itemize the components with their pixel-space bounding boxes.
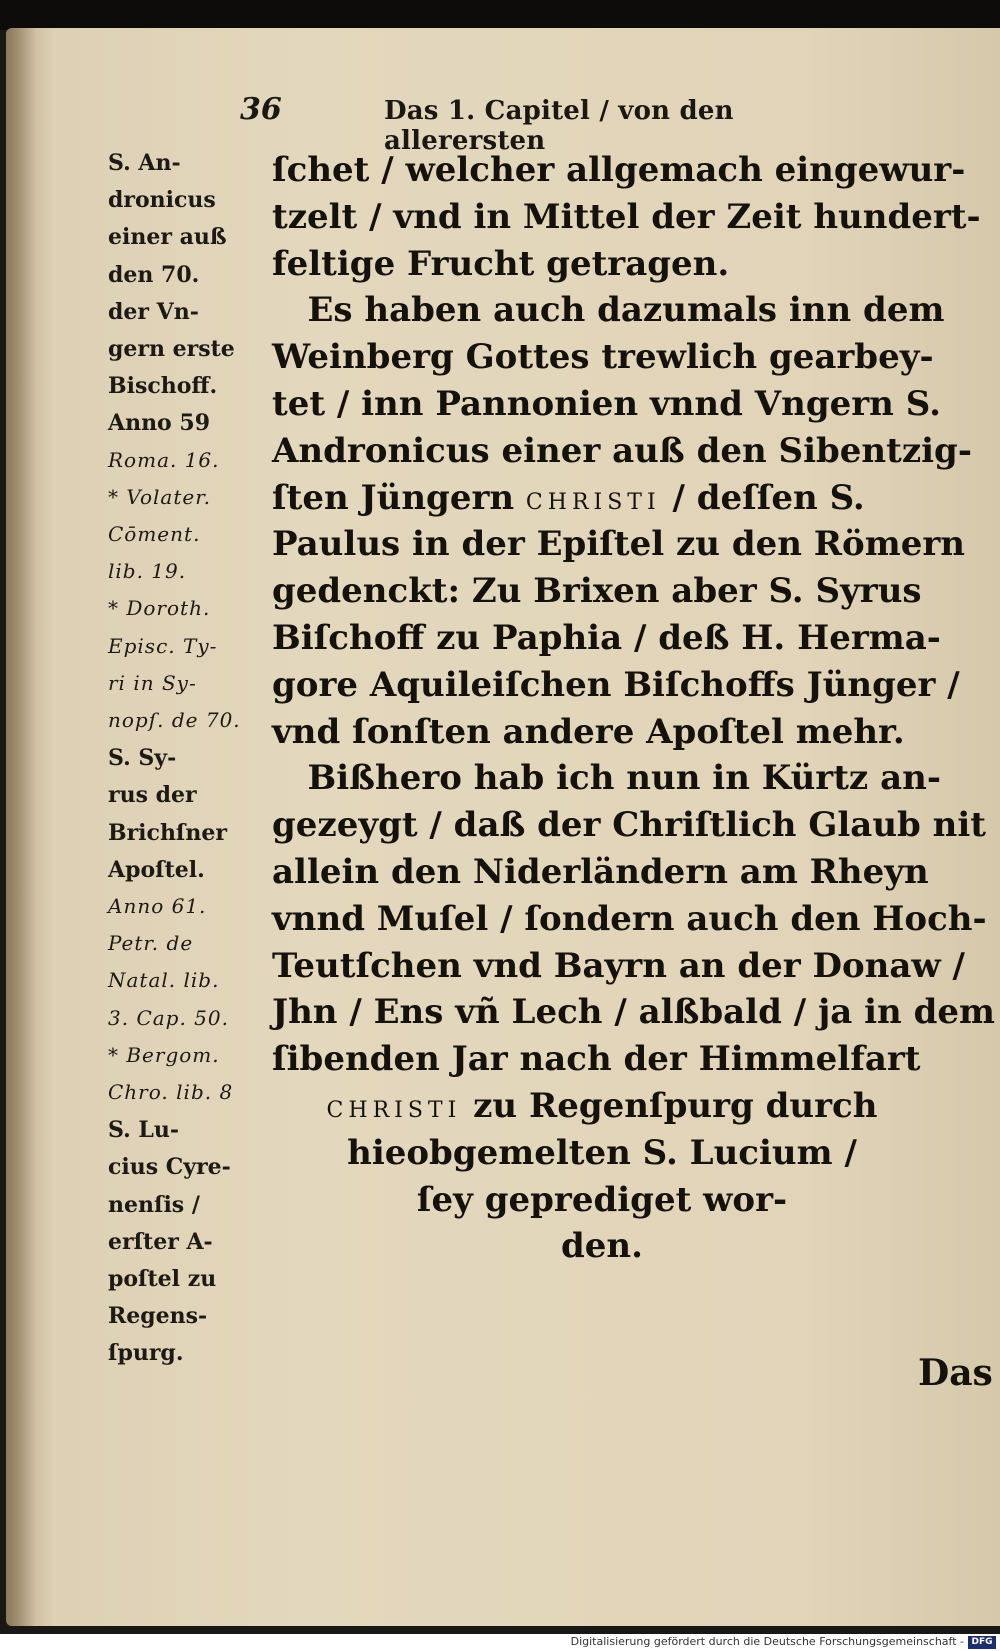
text-line: den. [561, 1226, 643, 1267]
marginal-note-line: Regens- [108, 1303, 208, 1330]
text-line: Andronicus einer auß den Sibentzig- [272, 430, 972, 471]
scan-border-top [0, 0, 1000, 30]
running-head: Das 1. Capitel / von den allerersten [384, 96, 734, 156]
marginal-note-line: Petr. de [108, 931, 194, 956]
marginal-note-line: Apoſtel. [108, 856, 205, 883]
marginal-note-line: Natal. lib. [108, 968, 220, 993]
page-number: 36 [240, 92, 282, 127]
marginal-note-line: * Doroth. [108, 596, 211, 621]
text-line: Es haben auch dazumals inn dem [272, 290, 945, 331]
text-line: vnnd Muſel / ſondern auch den Hoch- [272, 898, 987, 939]
text-line: allein den Niderländern am Rheyn [272, 852, 929, 892]
page-header [240, 90, 880, 156]
text-line: gedenckt: Zu Brixen aber S. Syrus [272, 571, 922, 612]
text-line: feltige Frucht getragen. [272, 243, 730, 284]
dfg-logo: DFG [968, 1636, 996, 1649]
catchword: Das [918, 1352, 993, 1394]
marginal-note-line: S. An- [108, 150, 181, 176]
marginal-note-line: Bischoff. [108, 373, 218, 400]
marginal-note-line: gern erste [108, 336, 235, 362]
text-line: ſey geprediget wor- [416, 1179, 788, 1220]
marginal-note-line: der Vn- [108, 298, 199, 325]
marginal-note-line: Chro. lib. 8 [108, 1080, 234, 1104]
small-caps-name: CHRISTI [525, 489, 661, 515]
marginal-note-line: S. Sy- [108, 745, 177, 772]
funding-credit: Digitalisierung gefördert durch die Deutsche Forschungsgemeinschaft - [570, 1635, 964, 1648]
marginal-note-line: rus der [108, 782, 197, 809]
text-line: vnd ſonſten andere Apoſtel mehr. [272, 711, 905, 752]
text-line: ſibenden Jar nach der Himmelfart [272, 1039, 921, 1080]
text-line: tzelt / vnd in Mittel der Zeit hundert- [272, 196, 981, 237]
text-line: gezeygt / daß der Chriſtlich Glaub nit [272, 805, 986, 846]
marginal-note-line: Episc. Ty- [108, 633, 218, 658]
marginal-note-line: 3. Cap. 50. [108, 1005, 229, 1030]
small-caps-name: CHRISTI [326, 1098, 462, 1123]
marginal-note-line: ri in Sy- [108, 670, 197, 695]
marginal-note-line: ſpurg. [108, 1340, 184, 1367]
marginal-note-line: poſtel zu [108, 1266, 217, 1292]
marginal-note-line: Cōment. [108, 522, 201, 546]
text-line: Weinberg Gottes trewlich gearbey- [272, 337, 934, 378]
digitization-footer [0, 1634, 1000, 1651]
text-line: tet / inn Pannonien vnnd Vngern S. [272, 384, 941, 424]
marginal-note-line: cius Cyre- [108, 1154, 231, 1181]
marginal-note-line: einer auß [108, 224, 227, 251]
marginal-note-line: Roma. 16. [108, 447, 220, 472]
text-line: hieobgemelten S. Lucium / [347, 1132, 857, 1173]
marginal-note-line: S. Lu- [108, 1117, 180, 1144]
marginal-note-line: * Volater. [108, 484, 211, 509]
text-line-segment: ſten Jüngern [272, 477, 526, 518]
page-gutter-edge [6, 28, 36, 1626]
text-line: Biſchoff zu Paphia / deß H. Herma- [272, 618, 941, 658]
marginal-note-line: nenſis / [108, 1191, 200, 1218]
text-line [272, 478, 865, 518]
text-line: Jhn / Ens vñ Lech / alßbald / ja in dem [272, 992, 995, 1033]
marginal-note-line: nopſ. de 70. [108, 708, 241, 732]
text-line: ſchet / welcher allgemach eingewur- [272, 150, 966, 190]
text-line [272, 1086, 932, 1126]
text-line: Teutſchen vnd Bayrn an der Donaw / [272, 945, 965, 986]
marginal-note-line: erſter A- [108, 1228, 213, 1255]
marginal-note-line: * Bergom. [108, 1042, 220, 1067]
marginal-note-line: Anno 59 [108, 410, 211, 437]
marginal-note-line: Brichſner [108, 819, 227, 846]
text-line-segment: / deſſen S. [660, 477, 865, 518]
text-line: Paulus in der Epiſtel zu den Römern [272, 524, 965, 565]
text-line: gore Aquileiſchen Biſchoffs Jünger / [272, 664, 960, 705]
marginal-note-line: dronicus [108, 187, 216, 214]
text-line-segment: zu Regenſpurg durch [461, 1086, 878, 1126]
marginal-note-line: lib. 19. [108, 559, 187, 584]
marginal-note-line: Anno 61. [108, 894, 207, 918]
text-line: Bißhero hab ich nun in Kürtz an- [272, 758, 941, 799]
marginal-note-line: den 70. [108, 261, 200, 288]
